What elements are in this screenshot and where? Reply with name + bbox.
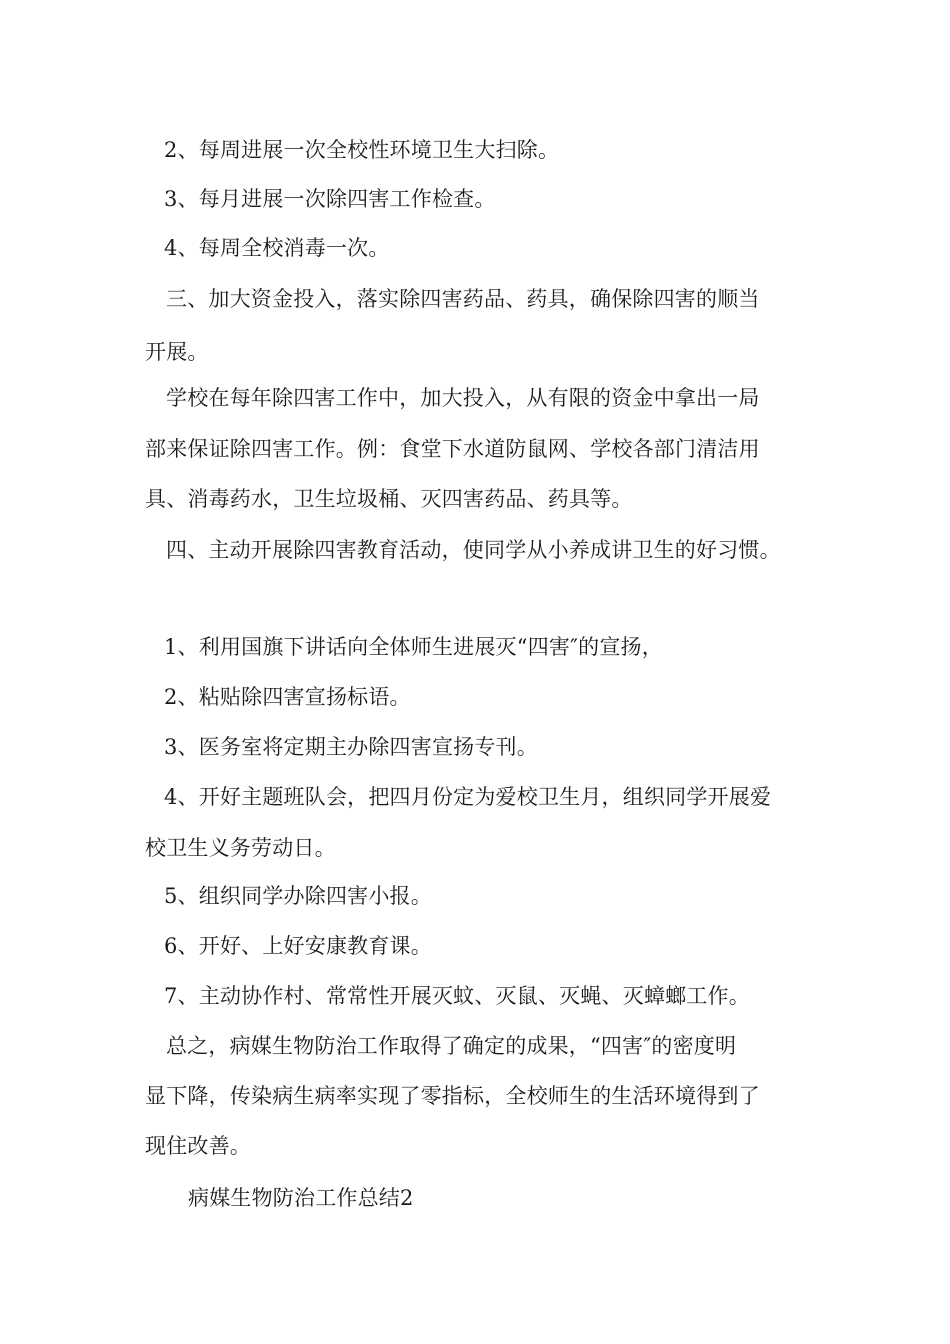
section-heading: 三、加大资金投入，落实除四害药品、药具，确保除四害的顺当: [166, 287, 760, 311]
list-item: 3、每月进展一次除四害工作检查。: [164, 187, 496, 211]
section-title: 病媒生物防治工作总结2: [188, 1186, 414, 1210]
paragraph-line: 校卫生义务劳动日。: [145, 836, 336, 860]
list-item: 2、每周进展一次全校性环境卫生大扫除。: [164, 138, 560, 162]
section-heading: 四、主动开展除四害教育活动，使同学从小养成讲卫生的好习惯。: [166, 538, 781, 562]
paragraph-line: 现住改善。: [145, 1134, 251, 1158]
list-item: 5、组织同学办除四害小报。: [164, 884, 432, 908]
list-item: 3、医务室将定期主办除四害宣扬专刊。: [164, 735, 538, 759]
list-item: 2、粘贴除四害宣扬标语。: [164, 685, 411, 709]
paragraph-line: 部来保证除四害工作。例：食堂下水道防鼠网、学校各部门清洁用: [145, 437, 760, 461]
list-item: 4、开好主题班队会，把四月份定为爱校卫生月，组织同学开展爱: [164, 785, 772, 809]
paragraph-line: 开展。: [145, 340, 209, 364]
list-item: 6、开好、上好安康教育课。: [164, 934, 432, 958]
paragraph-line: 具、消毒药水，卫生垃圾桶、灭四害药品、药具等。: [145, 487, 633, 511]
list-item: 7、主动协作村、常常性开展灭蚊、灭鼠、灭蝇、灭蟑螂工作。: [164, 984, 750, 1008]
list-item: 4、每周全校消毒一次。: [164, 236, 390, 260]
paragraph-line: 显下降，传染病生病率实现了零指标，全校师生的生活环境得到了: [145, 1084, 760, 1108]
list-item: 1、利用国旗下讲话向全体师生进展灭“四害″的宣扬，: [164, 635, 663, 659]
paragraph-line: 总之，病媒生物防治工作取得了确定的成果，“四害″的密度明: [166, 1034, 737, 1058]
paragraph-line: 学校在每年除四害工作中，加大投入，从有限的资金中拿出一局: [166, 386, 760, 410]
